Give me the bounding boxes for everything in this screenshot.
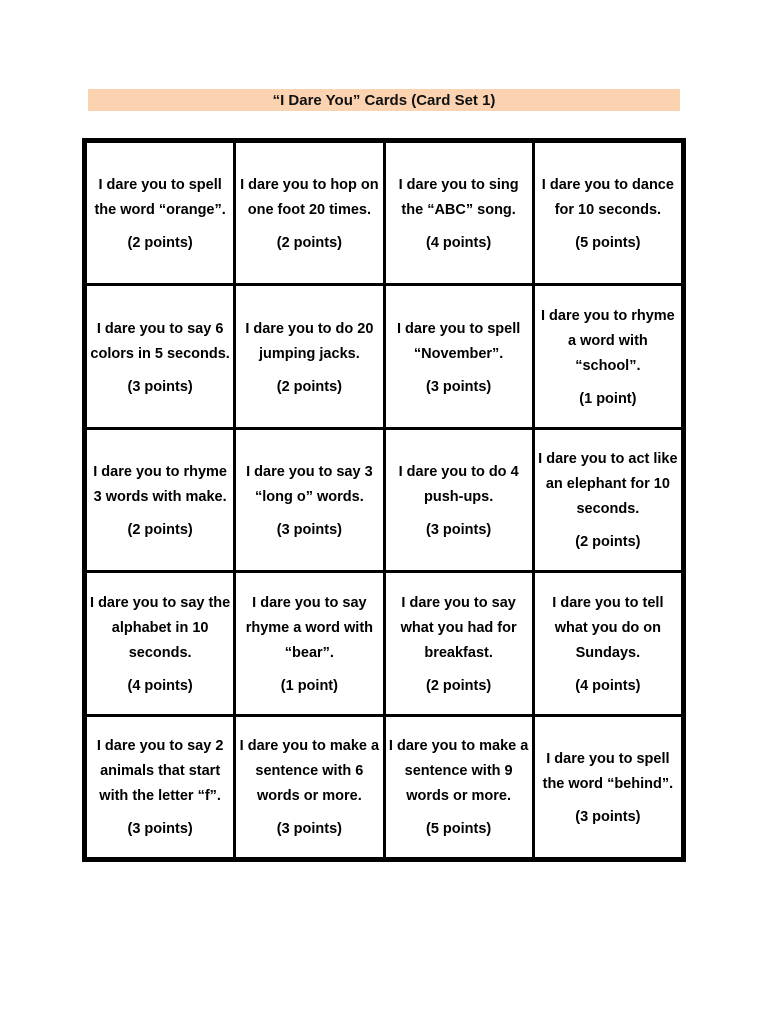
dare-card [535,717,681,857]
card-points: (5 points) [426,821,492,838]
card-text: I dare you to say 3 “long o” words. [246,463,373,505]
card-points: (1 point) [280,677,338,694]
card-text: I dare you to spell the word “behind”. [542,750,674,792]
card-text: I dare you to dance for 10 seconds. [541,177,674,219]
dare-card [236,143,382,283]
card-text: I dare you to spell “November”. [396,320,521,362]
dare-card [386,143,532,283]
dare-card [535,430,681,570]
card-text: I dare you to say rhyme a word with “bear”. [245,594,374,661]
card-text: I dare you to rhyme 3 words with make. [93,463,227,505]
dare-card [236,286,382,426]
card-text: I dare you to tell what you do on Sundays. [552,594,664,661]
dare-card [87,573,233,713]
card-text: I dare you to make a sentence with 6 words or more. [239,738,380,805]
card-text: I dare you to spell the word “orange”. [94,177,226,219]
card-points: (4 points) [127,677,193,694]
card-points: (3 points) [426,378,492,395]
dare-card [535,573,681,713]
card-points: (2 points) [127,235,193,252]
card-points: (2 points) [426,677,492,694]
card-text: I dare you to rhyme a word with “school”. [540,308,675,375]
card-points: (1 point) [579,391,637,408]
card-points: (3 points) [426,521,492,538]
card-text: I dare you to say what you had for breakfast. [400,594,517,661]
card-points: (4 points) [426,235,492,252]
dare-card [87,286,233,426]
card-grid [82,138,686,862]
card-text: I dare you to make a sentence with 9 words or more. [388,738,529,805]
dare-card [236,430,382,570]
dare-card [87,717,233,857]
dare-card [87,143,233,283]
card-points: (3 points) [127,821,193,838]
card-text: I dare you to act like an elephant for 10 seconds. [538,451,678,518]
card-text: I dare you to say 6 colors in 5 seconds. [90,320,230,362]
dare-card [236,573,382,713]
card-text: I dare you to hop on one foot 20 times. [240,177,379,219]
card-text: I dare you to say the alphabet in 10 seconds. [90,594,231,661]
card-points: (4 points) [575,677,641,694]
dare-card [386,573,532,713]
dare-card [386,717,532,857]
card-text: I dare you to say 2 animals that start with the letter “f”. [96,738,224,805]
card-points: (2 points) [575,534,641,551]
dare-card [386,286,532,426]
card-points: (3 points) [575,808,641,825]
card-text: I dare you to do 20 jumping jacks. [245,320,374,362]
card-text: I dare you to do 4 push-ups. [398,463,519,505]
dare-card [87,430,233,570]
card-points: (3 points) [276,821,342,838]
dare-card [236,717,382,857]
card-text: I dare you to sing the “ABC” song. [398,177,519,219]
card-points: (2 points) [127,521,193,538]
dare-card [386,430,532,570]
card-points: (3 points) [127,378,193,395]
dare-card [535,286,681,426]
dare-card [535,143,681,283]
card-points: (2 points) [276,235,342,252]
card-points: (3 points) [276,521,342,538]
card-points: (2 points) [276,378,342,395]
page-title: “I Dare You” Cards (Card Set 1) [88,89,680,111]
card-points: (5 points) [575,235,641,252]
